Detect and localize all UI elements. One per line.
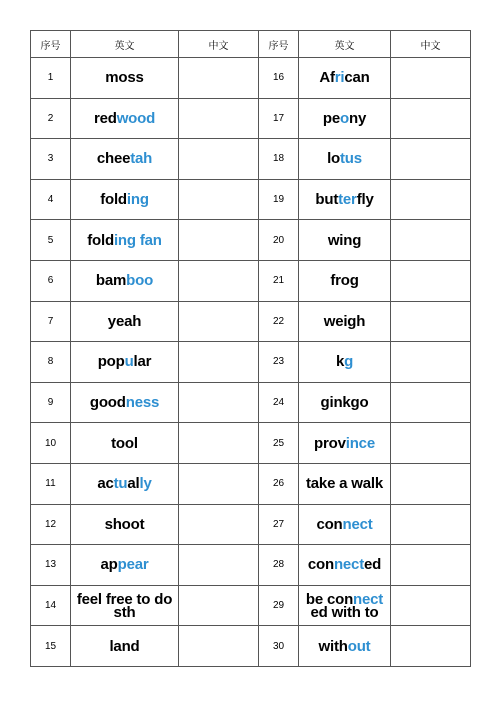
highlighted-syllable: ly xyxy=(139,475,152,493)
word-syllable: ap xyxy=(100,556,118,574)
row-number: 8 xyxy=(31,342,71,383)
row-number: 4 xyxy=(31,179,71,220)
word-syllable: feel free to do sth xyxy=(76,590,173,621)
chinese-answer-cell[interactable] xyxy=(179,179,259,220)
row-number: 6 xyxy=(31,260,71,301)
header-english: 英文 xyxy=(71,31,179,58)
chinese-answer-cell[interactable] xyxy=(391,626,471,667)
highlighted-syllable: o xyxy=(340,109,349,127)
highlighted-syllable: nect xyxy=(353,590,384,608)
row-number: 15 xyxy=(31,626,71,667)
word-syllable: bam xyxy=(95,272,127,290)
row-number: 23 xyxy=(259,342,299,383)
row-number: 20 xyxy=(259,220,299,261)
chinese-answer-cell[interactable] xyxy=(179,139,259,180)
word-syllable: wing xyxy=(327,231,362,249)
english-word xyxy=(71,58,179,99)
table-row xyxy=(31,585,471,626)
highlighted-syllable: g xyxy=(344,353,354,371)
word-syllable: land xyxy=(109,637,140,655)
chinese-answer-cell[interactable] xyxy=(391,220,471,261)
english-word xyxy=(71,220,179,261)
chinese-answer-cell[interactable] xyxy=(179,301,259,342)
english-word xyxy=(299,504,391,545)
word-syllable: ac xyxy=(97,475,114,493)
header-number: 序号 xyxy=(31,31,71,58)
table-row xyxy=(31,260,471,301)
row-number: 10 xyxy=(31,423,71,464)
english-word xyxy=(299,260,391,301)
highlighted-syllable: ness xyxy=(125,394,160,412)
row-number: 9 xyxy=(31,382,71,423)
table-row xyxy=(31,382,471,423)
chinese-answer-cell[interactable] xyxy=(179,98,259,139)
highlighted-syllable: pear xyxy=(117,556,149,574)
highlighted-syllable: u xyxy=(124,353,134,371)
header-english: 英文 xyxy=(299,31,391,58)
vocabulary-table xyxy=(30,30,471,667)
word-syllable: red xyxy=(93,109,117,127)
highlighted-syllable: tus xyxy=(340,150,362,168)
english-word xyxy=(299,463,391,504)
row-number: 1 xyxy=(31,58,71,99)
chinese-answer-cell[interactable] xyxy=(391,98,471,139)
english-word xyxy=(71,545,179,586)
english-word xyxy=(71,504,179,545)
table-row xyxy=(31,58,471,99)
word-syllable: shoot xyxy=(104,515,145,533)
header-number: 序号 xyxy=(259,31,299,58)
english-word xyxy=(299,423,391,464)
english-word xyxy=(71,585,179,626)
english-word xyxy=(71,626,179,667)
word-syllable: Af xyxy=(319,69,335,87)
highlighted-syllable: wood xyxy=(116,109,156,127)
row-number: 29 xyxy=(259,585,299,626)
word-syllable: tool xyxy=(111,434,138,452)
highlighted-syllable: ince xyxy=(345,434,375,452)
word-syllable: frog xyxy=(330,272,359,290)
chinese-answer-cell[interactable] xyxy=(391,545,471,586)
table-row xyxy=(31,98,471,139)
row-number: 24 xyxy=(259,382,299,423)
english-word xyxy=(299,626,391,667)
chinese-answer-cell[interactable] xyxy=(391,139,471,180)
row-number: 30 xyxy=(259,626,299,667)
row-number: 21 xyxy=(259,260,299,301)
word-syllable: fold xyxy=(100,191,127,209)
row-number: 13 xyxy=(31,545,71,586)
word-syllable: yeah xyxy=(107,312,142,330)
english-word xyxy=(299,98,391,139)
word-syllable: pe xyxy=(322,109,341,127)
table-row xyxy=(31,504,471,545)
english-word xyxy=(299,58,391,99)
row-number: 18 xyxy=(259,139,299,180)
row-number: 5 xyxy=(31,220,71,261)
english-word xyxy=(71,139,179,180)
row-number: 3 xyxy=(31,139,71,180)
highlighted-syllable: boo xyxy=(126,272,154,290)
table-row xyxy=(31,342,471,383)
highlighted-syllable: tah xyxy=(130,150,153,168)
header-row xyxy=(31,31,471,58)
row-number: 14 xyxy=(31,585,71,626)
english-word xyxy=(299,545,391,586)
chinese-answer-cell[interactable] xyxy=(391,463,471,504)
row-number: 16 xyxy=(259,58,299,99)
english-word xyxy=(71,98,179,139)
table-row xyxy=(31,179,471,220)
word-syllable: pop xyxy=(97,353,125,371)
english-word xyxy=(299,342,391,383)
chinese-answer-cell[interactable] xyxy=(179,626,259,667)
chinese-answer-cell[interactable] xyxy=(391,260,471,301)
row-number: 11 xyxy=(31,463,71,504)
table-row xyxy=(31,139,471,180)
row-number: 25 xyxy=(259,423,299,464)
table-row xyxy=(31,545,471,586)
english-word xyxy=(299,585,391,626)
word-syllable: but xyxy=(315,191,339,209)
word-syllable: weigh xyxy=(323,312,366,330)
chinese-answer-cell[interactable] xyxy=(391,423,471,464)
word-syllable: fold xyxy=(87,231,114,249)
english-word xyxy=(299,301,391,342)
row-number: 26 xyxy=(259,463,299,504)
chinese-answer-cell[interactable] xyxy=(391,585,471,626)
english-word xyxy=(299,179,391,220)
chinese-answer-cell[interactable] xyxy=(179,260,259,301)
chinese-answer-cell[interactable] xyxy=(179,545,259,586)
chinese-answer-cell[interactable] xyxy=(179,504,259,545)
highlighted-syllable: ri xyxy=(334,69,345,87)
word-syllable: k xyxy=(335,353,345,371)
chinese-answer-cell[interactable] xyxy=(179,58,259,99)
word-syllable: ed xyxy=(364,556,382,574)
row-number: 22 xyxy=(259,301,299,342)
english-word xyxy=(71,301,179,342)
table-row xyxy=(31,423,471,464)
row-number: 28 xyxy=(259,545,299,586)
highlighted-syllable: ing fan xyxy=(113,231,162,249)
word-syllable: lar xyxy=(133,353,152,371)
word-syllable: prov xyxy=(314,434,346,452)
highlighted-syllable: out xyxy=(347,637,371,655)
word-syllable: be con xyxy=(305,590,354,608)
english-word xyxy=(299,382,391,423)
chinese-answer-cell[interactable] xyxy=(391,382,471,423)
highlighted-syllable: ter xyxy=(338,191,357,209)
row-number: 19 xyxy=(259,179,299,220)
highlighted-syllable: ing xyxy=(126,191,149,209)
header-chinese: 中文 xyxy=(179,31,259,58)
chinese-answer-cell[interactable] xyxy=(179,463,259,504)
row-number: 17 xyxy=(259,98,299,139)
english-word xyxy=(299,220,391,261)
chinese-answer-cell[interactable] xyxy=(391,301,471,342)
word-syllable: good xyxy=(89,394,126,412)
word-syllable: con xyxy=(307,556,334,574)
chinese-answer-cell[interactable] xyxy=(391,58,471,99)
word-syllable: ed with to xyxy=(310,603,379,621)
word-syllable: chee xyxy=(96,150,131,168)
word-syllable: al xyxy=(127,475,140,493)
highlighted-syllable: nect xyxy=(342,515,373,533)
chinese-answer-cell[interactable] xyxy=(391,179,471,220)
chinese-answer-cell[interactable] xyxy=(391,342,471,383)
word-syllable: lo xyxy=(327,150,341,168)
highlighted-syllable: nect xyxy=(333,556,364,574)
english-word xyxy=(299,139,391,180)
highlighted-syllable: tu xyxy=(113,475,128,493)
word-syllable: can xyxy=(344,69,370,87)
row-number: 2 xyxy=(31,98,71,139)
chinese-answer-cell[interactable] xyxy=(391,504,471,545)
chinese-answer-cell[interactable] xyxy=(179,423,259,464)
english-word xyxy=(71,342,179,383)
word-syllable: ny xyxy=(348,109,367,127)
word-syllable: take a walk xyxy=(305,475,384,493)
english-word xyxy=(71,179,179,220)
word-syllable: moss xyxy=(105,69,144,87)
word-syllable: ginkgo xyxy=(320,394,369,412)
table-row xyxy=(31,301,471,342)
chinese-answer-cell[interactable] xyxy=(179,585,259,626)
word-syllable: fly xyxy=(356,191,374,209)
table-row xyxy=(31,626,471,667)
table-row xyxy=(31,220,471,261)
word-syllable: con xyxy=(316,515,343,533)
header-chinese: 中文 xyxy=(391,31,471,58)
english-word xyxy=(71,382,179,423)
chinese-answer-cell[interactable] xyxy=(179,342,259,383)
chinese-answer-cell[interactable] xyxy=(179,382,259,423)
row-number: 27 xyxy=(259,504,299,545)
english-word xyxy=(71,463,179,504)
table-row xyxy=(31,463,471,504)
chinese-answer-cell[interactable] xyxy=(179,220,259,261)
row-number: 7 xyxy=(31,301,71,342)
row-number: 12 xyxy=(31,504,71,545)
word-syllable: with xyxy=(318,637,348,655)
english-word xyxy=(71,260,179,301)
english-word xyxy=(71,423,179,464)
